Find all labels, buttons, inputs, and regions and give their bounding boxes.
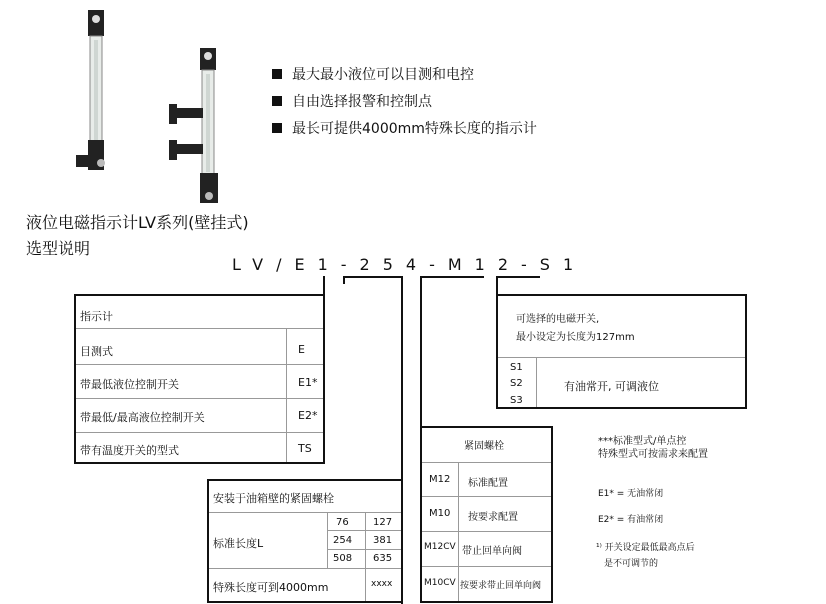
square-bullet-icon (272, 96, 282, 106)
bolt-label: 标准配置 (468, 478, 508, 489)
bolt-table-header: 紧固螺栓 (464, 441, 504, 452)
indicator-table (74, 294, 325, 464)
square-bullet-icon (272, 123, 282, 133)
length-std-label: 标准长度L (213, 537, 264, 550)
length-special-code: xxxx (371, 579, 393, 589)
indicator-row-code: TS (298, 442, 312, 455)
connector-line (343, 276, 403, 278)
indicator-table-header: 指示计 (80, 310, 113, 323)
bolt-code: M12 (429, 474, 451, 485)
feature-bullet: 自由选择报警和控制点 (272, 91, 432, 111)
note-special: 特殊型式可按需求来配置 (598, 449, 708, 460)
length-table (207, 479, 403, 603)
feature-bullet: 最长可提供4000mm特殊长度的指示计 (272, 118, 537, 138)
length-value: 127 (373, 517, 393, 528)
product-image-tall (70, 10, 120, 175)
connector-line (496, 276, 498, 294)
model-code: LV/E1-254-M12-S1 (232, 255, 587, 274)
length-special-label: 特殊长度可到4000mm (213, 581, 329, 594)
page-subtitle: 选型说明 (26, 239, 91, 258)
page-title: 液位电磁指示计LV系列(壁挂式) (26, 213, 249, 232)
connector-line (496, 276, 540, 278)
bolt-label: 按要求配置 (468, 512, 518, 523)
indicator-row-code: E2* (298, 409, 318, 422)
length-table-header: 安装于油箱壁的紧固螺栓 (213, 492, 334, 505)
connector-line (420, 276, 484, 278)
indicator-row-label: 目测式 (80, 345, 113, 358)
bolt-code: M10 (429, 508, 451, 519)
bolt-label: 按要求带止回单向阀 (460, 581, 542, 591)
switch-table-subheader: 最小设定为长度为127mm (516, 332, 635, 343)
connector-line (343, 276, 345, 284)
note-e2: E2* = 有油常闭 (598, 515, 664, 525)
indicator-row-label: 带最低液位控制开关 (80, 378, 179, 391)
length-value: 508 (333, 553, 353, 564)
length-value: 76 (336, 517, 349, 528)
indicator-row-code: E (298, 343, 305, 356)
bolt-label: 带止回单向阀 (462, 546, 522, 557)
note-switch-1: ¹⁾ 开关设定最低最高点后 (596, 543, 695, 553)
note-e1: E1* = 无油常闭 (598, 489, 664, 499)
indicator-row-label: 带最低/最高液位控制开关 (80, 411, 205, 424)
bolt-table (420, 426, 553, 603)
length-value: 635 (373, 553, 393, 564)
bolt-code: M12CV (424, 542, 456, 552)
product-image-switches (165, 48, 225, 208)
bolt-code: M10CV (424, 578, 456, 588)
switch-desc: 有油常开, 可调液位 (564, 380, 659, 393)
switch-table-header: 可选择的电磁开关, (516, 314, 600, 325)
length-value: 381 (373, 535, 393, 546)
note-standard: ***标准型式/单点控 (598, 436, 687, 447)
feature-bullet: 最大最小液位可以目测和电控 (272, 64, 474, 84)
switch-code: S1 (510, 362, 523, 373)
switch-code: S3 (510, 395, 523, 406)
indicator-row-code: E1* (298, 376, 318, 389)
square-bullet-icon (272, 69, 282, 79)
connector-line (420, 276, 422, 426)
note-switch-2: 是不可调节的 (604, 559, 659, 569)
indicator-row-label: 带有温度开关的型式 (80, 444, 179, 457)
switch-table (496, 294, 747, 409)
length-value: 254 (333, 535, 353, 546)
switch-code: S2 (510, 378, 523, 389)
